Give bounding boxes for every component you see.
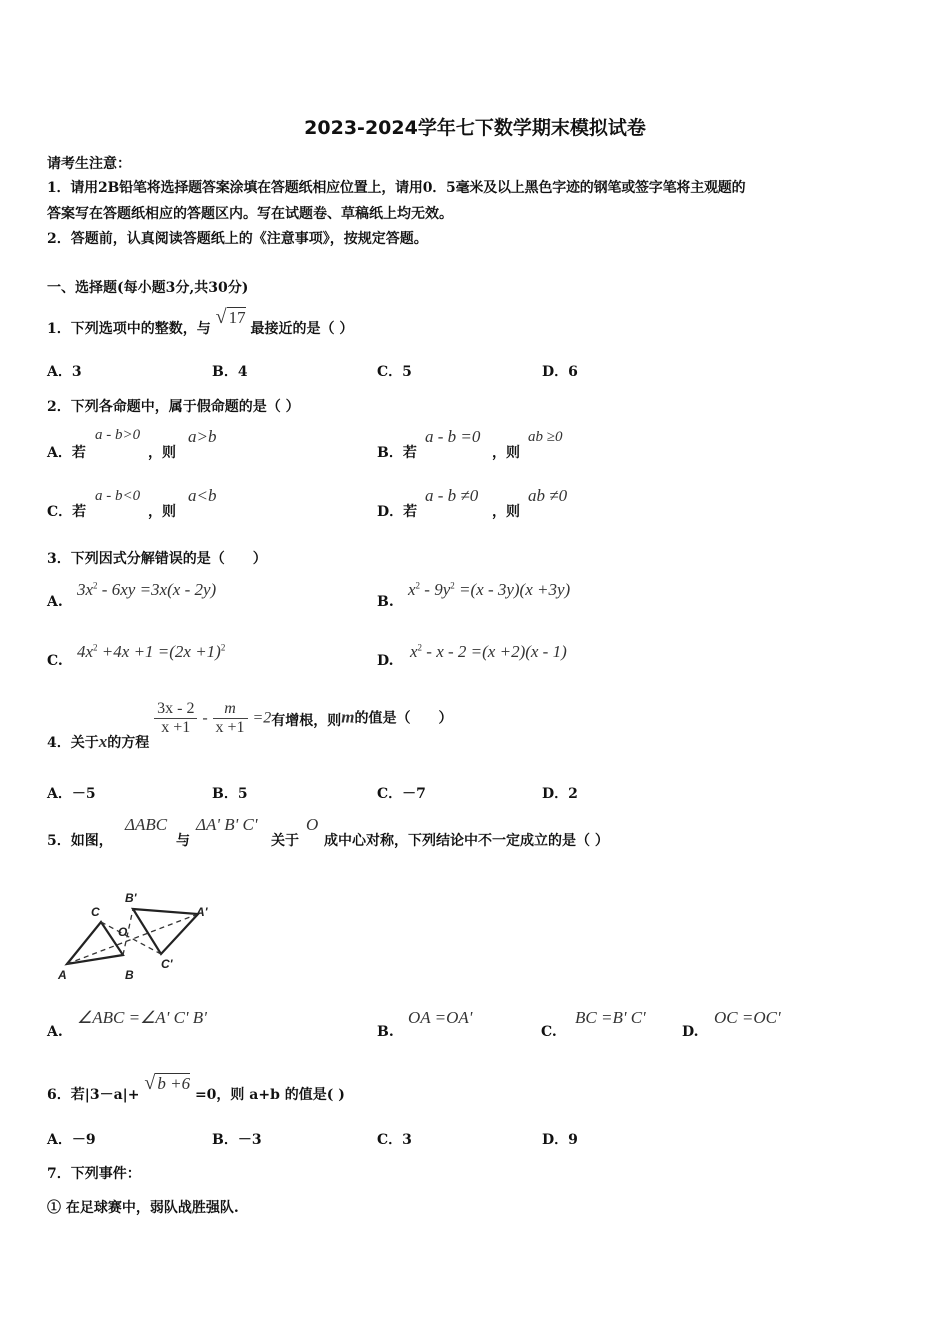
figure-label-a: A <box>58 968 67 982</box>
q1-option-b: B．4 <box>212 364 248 380</box>
q4-var-m: m <box>341 707 355 727</box>
question-1 <box>47 302 354 337</box>
q3-option-d-label: D. <box>377 653 394 669</box>
triangle-a-prime-b-prime-c-prime <box>133 909 198 954</box>
notice-line-2: 答案写在答题纸相应的答题区内。写在试题卷、草稿纸上均无效。 <box>47 206 453 222</box>
q5-stem-pre: 5．如图， <box>47 833 113 849</box>
q2-option-a-then: ，则 <box>148 445 176 461</box>
q2-option-d-label: D．若 <box>377 504 418 520</box>
q1-option-a: A．3 <box>47 364 82 380</box>
q5-triangle-2: ΔA' B' C' <box>196 815 258 834</box>
q6-stem-post: =0，则 a+b 的值是( ) <box>194 1087 345 1103</box>
question-3-stem: 3．下列因式分解错误的是（ ） <box>47 551 267 567</box>
q5-stem-post: 成中心对称，下列结论中不一定成立的是（ ） <box>324 833 609 849</box>
q4-stem-pre: 4．关于 <box>47 734 99 751</box>
notice-heading: 请考生注意： <box>47 156 131 172</box>
q5-about: 关于 <box>271 833 299 849</box>
q4-stem-mid: 的方程 <box>107 734 150 751</box>
q3-option-c-expr: $4x^2 +4x +1 =(2x +1)^2$ <box>77 642 226 661</box>
q2-option-d-then: ，则 <box>492 504 520 520</box>
notice-line-3: 2．答题前，认真阅读答题纸上的《注意事项》，按规定答题。 <box>47 231 428 247</box>
figure-label-a-prime: A' <box>196 905 208 919</box>
q5-option-b-expr: OA =OA' <box>408 1008 473 1027</box>
q5-option-d-label: D. <box>682 1024 699 1040</box>
q1-stem-post: 最接近的是（ ） <box>250 321 354 337</box>
q4-fraction-2-numerator: m <box>224 700 236 717</box>
q2-option-a-condition: a - b>0 <box>95 427 141 443</box>
q5-option-b-label: B. <box>377 1024 394 1040</box>
q2-option-b-label: B．若 <box>377 445 417 461</box>
question-7-stem: 7．下列事件： <box>47 1166 141 1182</box>
q1-stem-pre: 1．下列选项中的整数，与 <box>47 321 211 337</box>
q3-option-a-label: A. <box>47 594 63 610</box>
q5-option-c-expr: BC =B' C' <box>575 1008 646 1027</box>
q2-option-c-conclusion: a<b <box>188 486 217 505</box>
q2-option-c-label: C．若 <box>47 504 87 520</box>
q4-option-c: C．－7 <box>377 786 426 802</box>
q5-center: O <box>306 815 319 834</box>
q1-option-d: D．6 <box>542 364 578 380</box>
question-4 <box>47 700 453 751</box>
q2-option-d-condition: a - b ≠0 <box>425 486 479 505</box>
section-heading: 一、选择题(每小题3分,共30分) <box>47 280 249 296</box>
q4-fraction-1-numerator: 3x - 2 <box>157 700 195 717</box>
q6-option-b: B．－3 <box>212 1132 262 1148</box>
q6-option-d: D．9 <box>542 1132 578 1148</box>
q6-radicand: b +6 <box>157 1074 191 1093</box>
q1-option-c: C．5 <box>377 364 412 380</box>
q4-minus: - <box>202 709 208 727</box>
q1-radical: √ 17 <box>215 306 246 328</box>
q4-stem-post-2: 的值是（ ） <box>354 710 453 727</box>
figure-label-b-prime: B' <box>125 891 137 905</box>
q2-option-c-then: ，则 <box>148 504 176 520</box>
q2-option-b-condition: a - b =0 <box>425 427 481 446</box>
question-2-stem: 2．下列各命题中，属于假命题的是（ ） <box>47 399 300 415</box>
figure-label-c: C <box>91 905 100 919</box>
q5-triangle-1: ΔABC <box>125 815 168 834</box>
q1-radicand: 17 <box>228 308 246 327</box>
q3-option-c-label: C. <box>47 653 63 669</box>
q4-option-b: B．5 <box>212 786 248 802</box>
q3-option-b-expr: $x^2 - 9y^2 =(x - 3y)(x +3y)$ <box>408 580 571 599</box>
q2-option-b-conclusion: ab ≥0 <box>528 429 563 445</box>
q2-option-c-condition: a - b<0 <box>95 488 141 504</box>
q4-fraction-1-denominator: x +1 <box>154 718 197 737</box>
q6-option-a: A．－9 <box>47 1132 96 1148</box>
q4-stem-post-1: 有增根，则 <box>271 712 342 729</box>
q3-option-a-expr: $3x^2 - 6xy =3x(x - 2y)$ <box>77 580 217 599</box>
q5-and: 与 <box>176 833 190 849</box>
q2-option-b-then: ，则 <box>492 445 520 461</box>
triangle-abc <box>67 922 123 964</box>
q6-option-c: C．3 <box>377 1132 412 1148</box>
q4-var-x: x <box>98 731 108 751</box>
notice-line-1: 1．请用2B铅笔将选择题答案涂填在答题纸相应位置上，请用0．5毫米及以上黑色字迹的钢笔或签字笔将主观题的 <box>47 180 746 196</box>
q3-option-b-label: B. <box>377 594 394 610</box>
q4-fraction-2-denominator: x +1 <box>213 718 248 737</box>
q4-fraction-1 <box>154 700 197 737</box>
q7-item-1: ① 在足球赛中，弱队战胜强队. <box>47 1200 239 1216</box>
figure-label-c-prime: C' <box>161 957 173 971</box>
figure-label-b: B <box>125 968 134 982</box>
q4-fraction-2 <box>213 700 248 737</box>
q6-stem-pre: 6．若|3－a|+ <box>47 1087 140 1103</box>
page-title: 2023-2024学年七下数学期末模拟试卷 <box>304 117 646 139</box>
q5-figure <box>55 882 225 984</box>
q2-option-a-label: A．若 <box>47 445 86 461</box>
q5-option-c-label: C. <box>541 1024 557 1040</box>
q5-option-a-label: A. <box>47 1024 63 1040</box>
q5-option-a-expr: ∠ABC =∠A' C' B' <box>77 1008 207 1027</box>
q6-radical: √ b +6 <box>144 1072 191 1094</box>
q2-option-d-conclusion: ab ≠0 <box>528 486 568 505</box>
q4-option-a: A．－5 <box>47 786 96 802</box>
q2-option-a-conclusion: a>b <box>188 427 217 446</box>
figure-label-o: O <box>118 925 128 939</box>
q4-equals: =2 <box>252 709 272 727</box>
q4-option-d: D．2 <box>542 786 578 802</box>
q5-option-d-expr: OC =OC' <box>714 1008 781 1027</box>
q3-option-d-expr: $x^2 - x - 2 =(x +2)(x - 1)$ <box>410 642 567 661</box>
question-6 <box>47 1068 345 1103</box>
